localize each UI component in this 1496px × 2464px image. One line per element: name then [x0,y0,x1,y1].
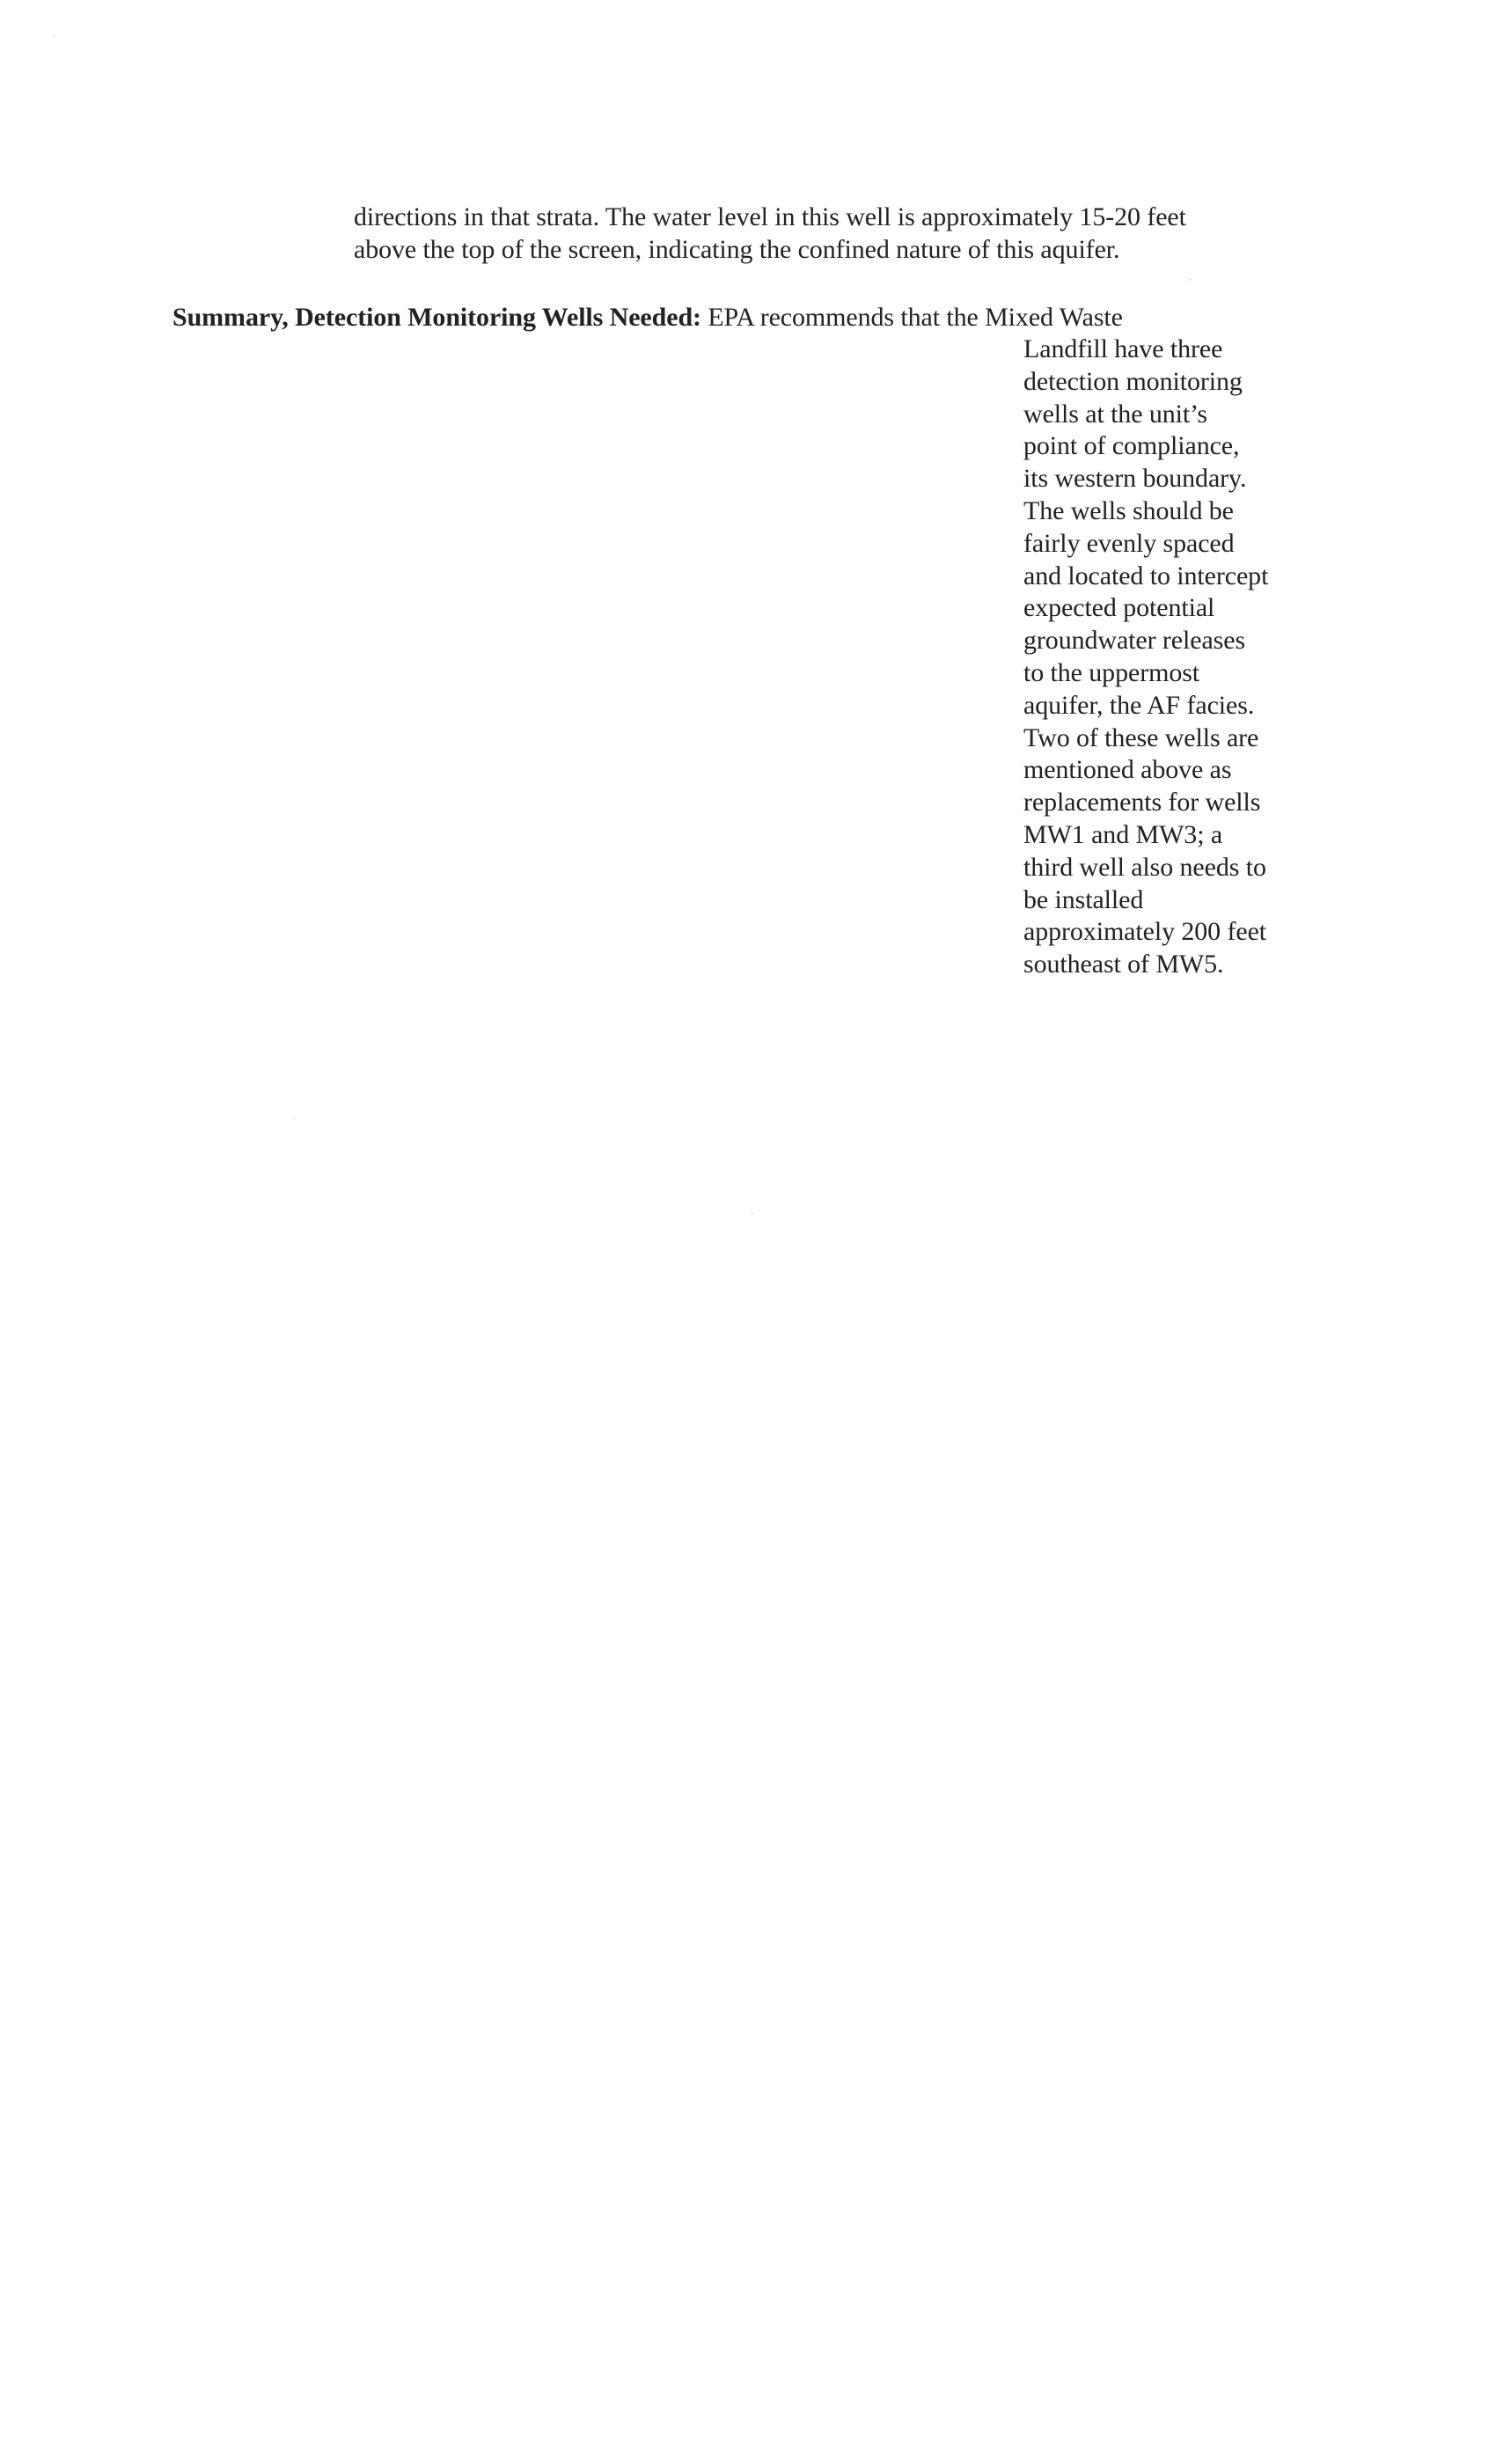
summary-line: groundwater releases [1023,626,1246,656]
paragraph-continuation-line-2: above the top of the screen, indicating the confined nature of this aquifer. [354,235,1120,264]
paragraph-continuation-line-1: directions in that strata. The water level in this well is approximately 15-20 feet [354,202,1186,231]
scan-speck [1189,278,1192,281]
summary-line: third well also needs to [1023,852,1266,882]
summary-line: southeast of MW5. [1023,950,1224,979]
summary-line: to the uppermost [1023,657,1200,687]
summary-first-line [172,301,1123,334]
summary-line: approximately 200 feet [1023,917,1267,947]
summary-line: detection monitoring [1023,366,1243,396]
summary-line: be installed [1023,884,1144,914]
summary-line: its western boundary. [1023,464,1247,494]
summary-line: MW1 and MW3; a [1023,819,1223,849]
summary-line: wells at the unit’s [1023,399,1207,429]
summary-line: Landfill have three [1023,334,1223,363]
summary-first-line-text: EPA recommends that the Mixed Waste [700,303,1123,332]
summary-wrapped-text [1023,334,1323,981]
scan-speck [293,1118,295,1119]
summary-line: fairly evenly spaced [1023,528,1235,558]
summary-line: aquifer, the AF facies. [1023,690,1255,720]
scan-speck [53,35,55,37]
summary-line: and located to intercept [1023,561,1269,590]
summary-line: expected potential [1023,593,1215,623]
summary-line: Two of these wells are [1023,722,1259,752]
scan-speck [752,1213,753,1214]
summary-line: replacements for wells [1023,788,1261,818]
summary-line: mentioned above as [1023,755,1232,785]
summary-heading: Summary, Detection Monitoring Wells Needed: [172,303,701,332]
summary-line: point of compliance, [1023,431,1240,461]
summary-line: The wells should be [1023,495,1234,525]
